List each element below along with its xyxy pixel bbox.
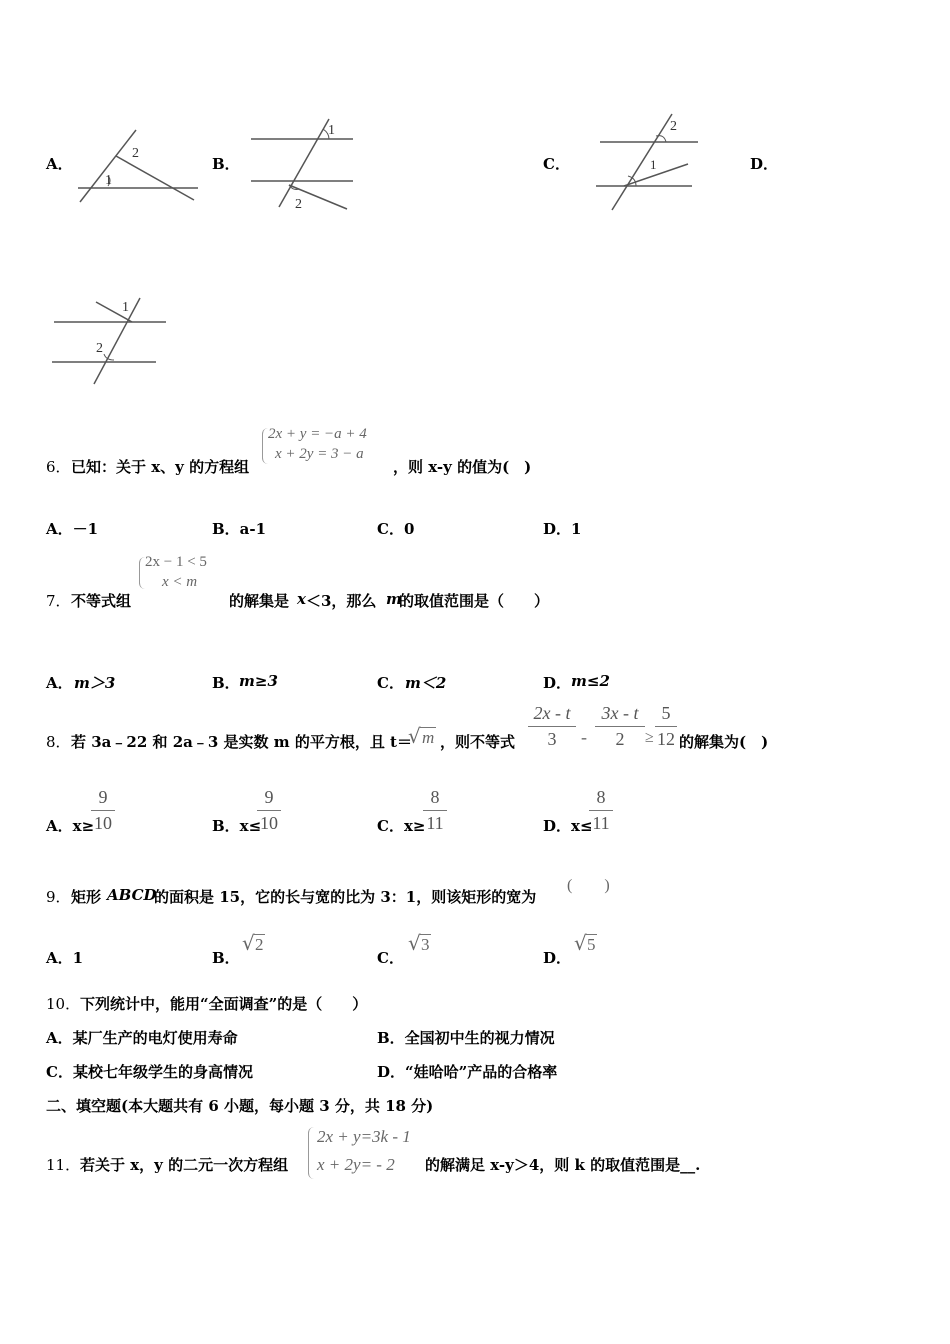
figure-option-d: [48, 292, 173, 387]
q8-option-c-frac: 8 11: [423, 787, 447, 834]
option-c-label: C．: [543, 155, 570, 173]
q9-paren: ( ): [567, 877, 610, 894]
q8-text-mid: ，则不等式: [440, 733, 516, 751]
q8-option-b-frac: 9 10: [257, 787, 281, 834]
q7-eq2: x < m: [162, 574, 198, 590]
svg-text:1: 1: [328, 123, 335, 138]
option-a-label: A．: [46, 155, 73, 173]
q9-option-c-label: C．: [377, 949, 404, 967]
q8-option-d-frac: 8 11: [589, 787, 613, 834]
q8-sqrt-var: m: [422, 728, 435, 747]
svg-text:2: 2: [132, 146, 139, 161]
q8-text-after: 的解集为( ): [679, 733, 769, 751]
q11-number: 11．: [46, 1156, 81, 1174]
section-2-heading: 二、填空题(本大题共有 6 小题，每小题 3 分，共 18 分): [46, 1097, 434, 1115]
q11-brace: [308, 1127, 315, 1179]
svg-text:2: 2: [96, 341, 103, 356]
q6-option-a: A．－1: [46, 520, 99, 538]
q7-option-a-label: A．: [46, 674, 73, 692]
q9-option-d-label: D．: [543, 949, 572, 967]
svg-text:1: 1: [122, 300, 129, 315]
q7-option-d-value: m≤2: [571, 672, 610, 690]
svg-text:2: 2: [295, 197, 302, 212]
q8-option-b-label: B．x≤: [212, 817, 262, 835]
q9-option-d-sqrt: √: [574, 931, 587, 955]
option-b-label: B．: [212, 155, 240, 173]
q8-frac1: 2x - t 3: [528, 703, 576, 750]
q6-option-d: D．1: [543, 520, 582, 538]
q8-option-c-label: C．x≥: [377, 817, 426, 835]
q7-text-after-1: 的解集是: [229, 592, 290, 610]
q8-option-a-frac: 9 10: [91, 787, 115, 834]
q7-option-b-value: m≥3: [239, 672, 278, 690]
q8-ge: ≥: [645, 729, 654, 746]
q9-option-a: A．1: [46, 949, 84, 967]
q8-sqrt-symbol: √: [408, 724, 421, 748]
q9-option-c-radicand: 3: [421, 935, 430, 954]
q10-number: 10．: [46, 995, 81, 1013]
q7-number: 7．: [46, 592, 71, 610]
q9-option-d-radicand: 5: [587, 935, 596, 954]
q6-text-after: ，则 x-y 的值为( ): [393, 458, 532, 476]
q7-option-b-label: B．: [212, 674, 240, 692]
svg-text:2: 2: [670, 119, 677, 134]
q9-abcd: ABCD: [107, 886, 157, 904]
q11-text-before: 若关于 x，y 的二元一次方程组: [80, 1156, 289, 1174]
q7-option-c-value: m＜2: [405, 674, 447, 692]
figure-option-b: [245, 115, 365, 215]
q8-option-d-label: D．x≤: [543, 817, 593, 835]
q10-option-c: C．某校七年级学生的身高情况: [46, 1063, 253, 1081]
q8-frac2: 3x - t 2: [595, 703, 645, 750]
figure-option-c: [592, 110, 707, 215]
q6-option-b: B．a-1: [212, 520, 267, 538]
q11-text-after: 的解满足 x-y＞4，则 k 的取值范围是__.: [425, 1156, 701, 1174]
q9-text-before: 矩形: [71, 888, 102, 906]
q10-option-b: B．全国初中生的视力情况: [377, 1029, 555, 1047]
q7-var-m: m: [386, 590, 402, 608]
q8-frac3: 5 12: [657, 703, 675, 749]
q6-text-before: 已知：关于 x、y 的方程组: [71, 458, 250, 476]
q7-option-c-label: C．: [377, 674, 404, 692]
svg-text:1: 1: [650, 157, 657, 172]
q7-text-before: 不等式组: [71, 592, 132, 610]
q6-eq1: 2x + y = −a + 4: [268, 426, 367, 442]
q9-number: 9．: [46, 888, 71, 906]
q6-option-c: C．0: [377, 520, 415, 538]
q9-option-b-radicand: 2: [255, 935, 264, 954]
q8-option-a-label: A．x≥: [46, 817, 95, 835]
q10-text: 下列统计中，能用“全面调查”的是（ ）: [80, 995, 368, 1013]
q9-text-after: 的面积是 15，它的长与宽的比为 3：1，则该矩形的宽为: [154, 888, 537, 906]
q8-text-before: 若 3a﹣22 和 2a﹣3 是实数 m 的平方根，且 t＝: [71, 733, 412, 751]
q6-number: 6．: [46, 458, 71, 476]
q7-text-after-2: ＜3，那么: [306, 592, 377, 610]
q10-option-d: D．“娃哈哈”产品的合格率: [377, 1063, 558, 1081]
q7-var-x: x: [297, 590, 306, 608]
q7-eq1: 2x − 1 < 5: [145, 554, 207, 570]
q10-option-a: A．某厂生产的电灯使用寿命: [46, 1029, 238, 1047]
q9-option-c-sqrt: √: [408, 931, 421, 955]
q6-eq2: x + 2y = 3 − a: [275, 446, 364, 462]
q11-eq1: 2x + y=3k - 1: [317, 1127, 411, 1146]
figure-option-a: [70, 120, 210, 210]
q7-option-d-label: D．: [543, 674, 572, 692]
q7-text-after-3: 的取值范围是（ ）: [399, 592, 550, 610]
q9-option-b-label: B．: [212, 949, 240, 967]
q8-minus: -: [581, 727, 587, 747]
q11-eq2: x + 2y= - 2: [317, 1155, 395, 1174]
q9-option-b-sqrt: √: [242, 931, 255, 955]
q8-number: 8．: [46, 733, 71, 751]
option-d-label: D．: [750, 155, 779, 173]
q7-option-a-value: m＞3: [74, 674, 116, 692]
svg-text:1: 1: [105, 173, 112, 188]
